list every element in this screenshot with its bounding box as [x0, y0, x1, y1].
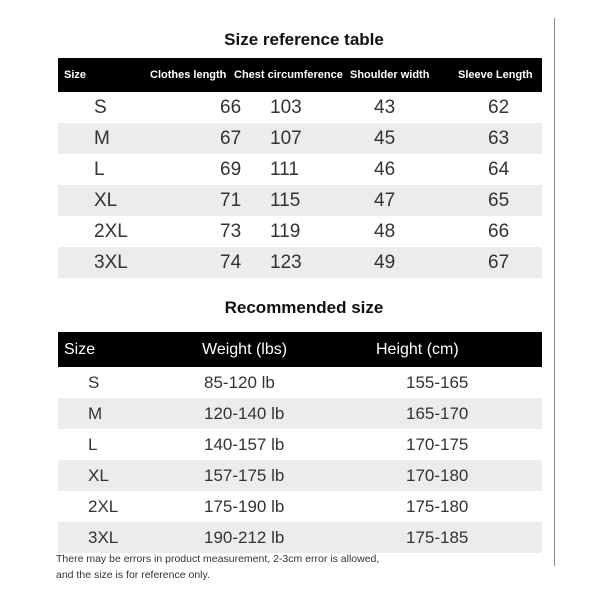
- cell-chest-circumference: 115: [234, 185, 348, 216]
- cell-shoulder-width: 47: [348, 185, 448, 216]
- note-line-2: and the size is for reference only.: [56, 569, 210, 581]
- cell-size: XL: [58, 185, 150, 216]
- cell-weight: 175-190 lb: [196, 491, 376, 522]
- cell-size: M: [58, 123, 150, 154]
- cell-weight: 190-212 lb: [196, 522, 376, 553]
- cell-shoulder-width: 48: [348, 216, 448, 247]
- table-row: [58, 460, 542, 491]
- cell-height: 175-185: [376, 522, 542, 553]
- table-row: [58, 123, 542, 154]
- cell-clothes-length: 69: [150, 154, 234, 185]
- cell-chest-circumference: 111: [234, 154, 348, 185]
- table-row: [58, 491, 542, 522]
- cell-chest-circumference: 103: [234, 92, 348, 123]
- header-chest-circumference: Chest circumference: [234, 58, 348, 92]
- cell-height: 165-170: [376, 398, 542, 429]
- table-row: [58, 367, 542, 398]
- header-weight: Weight (lbs): [196, 332, 376, 367]
- table-row: [58, 247, 542, 278]
- table-row: [58, 92, 542, 123]
- cell-shoulder-width: 46: [348, 154, 448, 185]
- cell-clothes-length: 66: [150, 92, 234, 123]
- header-size: Size: [58, 58, 150, 92]
- table-row: [58, 216, 542, 247]
- note-line-1: There may be errors in product measurement, 2-3cm error is allowed,: [56, 553, 380, 565]
- measurement-note: [56, 551, 496, 583]
- cell-size: S: [58, 92, 150, 123]
- cell-weight: 85-120 lb: [196, 367, 376, 398]
- cell-sleeve-length: 63: [448, 123, 542, 154]
- cell-sleeve-length: 66: [448, 216, 542, 247]
- cell-clothes-length: 74: [150, 247, 234, 278]
- size-reference-body: [58, 92, 542, 278]
- cell-size: L: [58, 154, 150, 185]
- cell-clothes-length: 67: [150, 123, 234, 154]
- cell-size: S: [58, 367, 196, 398]
- cell-size: 2XL: [58, 216, 150, 247]
- cell-sleeve-length: 62: [448, 92, 542, 123]
- cell-height: 175-180: [376, 491, 542, 522]
- table-header-row: [58, 58, 542, 92]
- cell-weight: 120-140 lb: [196, 398, 376, 429]
- cell-height: 155-165: [376, 367, 542, 398]
- header-shoulder-width: Shoulder width: [348, 58, 448, 92]
- cell-clothes-length: 73: [150, 216, 234, 247]
- cell-weight: 157-175 lb: [196, 460, 376, 491]
- table-row: [58, 398, 542, 429]
- cell-shoulder-width: 49: [348, 247, 448, 278]
- cell-shoulder-width: 45: [348, 123, 448, 154]
- right-divider-line: [554, 18, 555, 566]
- cell-clothes-length: 71: [150, 185, 234, 216]
- size-reference-title: Size reference table: [224, 30, 384, 49]
- recommended-size-body: [58, 367, 542, 553]
- cell-sleeve-length: 64: [448, 154, 542, 185]
- recommended-size-table: [58, 332, 542, 553]
- cell-chest-circumference: 107: [234, 123, 348, 154]
- header-sleeve-length: Sleeve Length: [448, 58, 542, 92]
- table-row: [58, 429, 542, 460]
- header-height: Height (cm): [376, 332, 542, 367]
- table-header-row: [58, 332, 542, 367]
- cell-shoulder-width: 43: [348, 92, 448, 123]
- cell-size: 2XL: [58, 491, 196, 522]
- header-size: Size: [58, 332, 196, 367]
- table-row: [58, 185, 542, 216]
- cell-size: L: [58, 429, 196, 460]
- size-reference-table: [58, 58, 542, 278]
- cell-chest-circumference: 123: [234, 247, 348, 278]
- cell-height: 170-180: [376, 460, 542, 491]
- cell-height: 170-175: [376, 429, 542, 460]
- cell-size: 3XL: [58, 522, 196, 553]
- cell-size: M: [58, 398, 196, 429]
- cell-size: 3XL: [58, 247, 150, 278]
- table-row: [58, 522, 542, 553]
- cell-size: XL: [58, 460, 196, 491]
- header-clothes-length: Clothes length: [150, 58, 234, 92]
- table-row: [58, 154, 542, 185]
- cell-sleeve-length: 65: [448, 185, 542, 216]
- recommended-size-title: Recommended size: [224, 298, 384, 317]
- cell-weight: 140-157 lb: [196, 429, 376, 460]
- cell-chest-circumference: 119: [234, 216, 348, 247]
- cell-sleeve-length: 67: [448, 247, 542, 278]
